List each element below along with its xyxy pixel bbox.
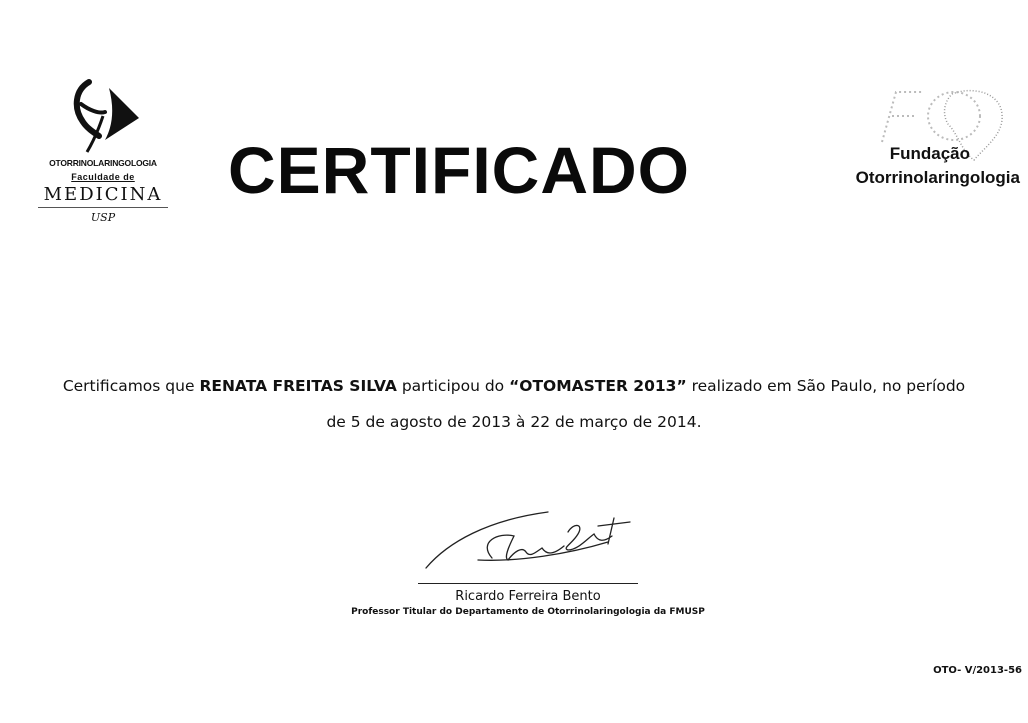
fmusp-otorrino-logo [28,74,178,246]
middle-text: participou do [401,377,505,395]
logo-right-line1: Fundação [889,144,970,163]
certificate-body [40,368,988,440]
logo-left-line1: OTORRINOLARINGOLOGIA [49,158,157,168]
recipient-name: RENATA FREITAS SILVA [199,377,397,395]
certificate-title: CERTIFICADO [228,133,690,207]
logo-left-line3: MEDICINA [43,184,163,205]
after-event-text: realizado em São Paulo, no período [691,377,966,395]
handwritten-signature-icon [418,502,638,582]
signature-line [418,583,638,584]
logo-left-divider [38,207,168,208]
event-name: “OTOMASTER 2013” [509,377,687,395]
signer-name: Ricardo Ferreira Bento [455,589,601,604]
intro-text: Certificamos que [62,377,195,395]
logo-right-line2: Otorrinolaringologia [855,168,1020,187]
document-code: OTO- V/2013-56 [933,665,1022,676]
signer-title: Professor Titular do Departamento de Otorrinolaringologia da FMUSP [351,607,705,617]
certificate-period: de 5 de agosto de 2013 à 22 de março de 2014. [326,413,702,431]
certificate-line-1 [40,368,988,404]
fundacao-otorrino-logo [802,72,1022,192]
otorrino-ear-logo-icon [53,74,153,156]
logo-left-line4: USP [90,211,116,224]
logo-left-line2: Faculdade de [71,172,135,182]
